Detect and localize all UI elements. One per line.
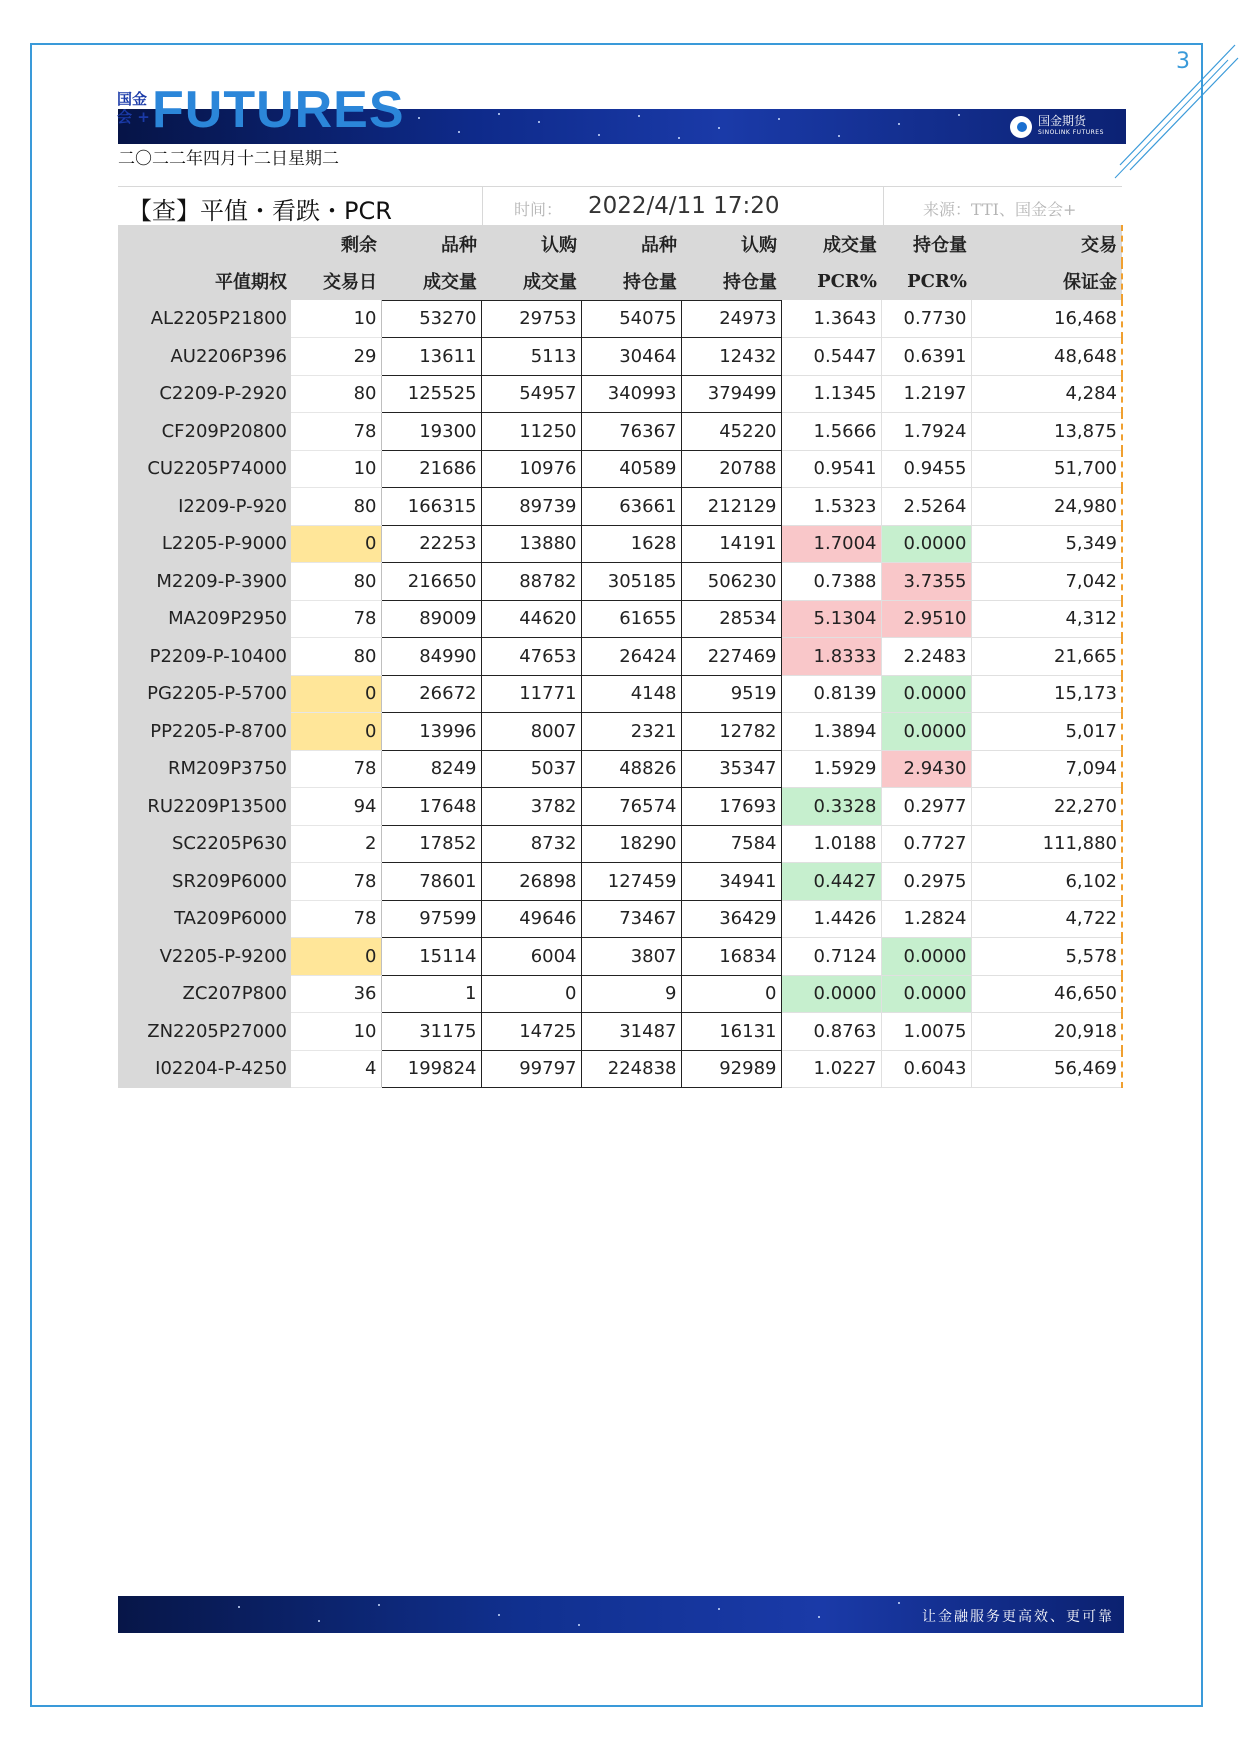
header-bottom-cell: PCR%: [881, 263, 971, 301]
oi-pcr-cell: 0.9455: [881, 450, 971, 488]
remaining-days-cell: 0: [291, 675, 381, 713]
header-bottom-cell: PCR%: [781, 263, 881, 301]
volume-cell: 97599: [381, 900, 481, 938]
remaining-days-cell: 80: [291, 488, 381, 526]
option-name-cell: RM209P3750: [118, 750, 291, 788]
call-volume-cell: 3782: [481, 788, 581, 826]
remaining-days-cell: 29: [291, 338, 381, 376]
brand-logo: [1010, 113, 1104, 141]
margin-cell: 15,173: [971, 675, 1122, 713]
call-open-interest-cell: 379499: [681, 375, 781, 413]
volume-cell: 1: [381, 975, 481, 1013]
volume-cell: 8249: [381, 750, 481, 788]
oi-pcr-cell: 3.7355: [881, 563, 971, 601]
remaining-days-cell: 78: [291, 863, 381, 901]
oi-pcr-cell: 2.9430: [881, 750, 971, 788]
margin-cell: 51,700: [971, 450, 1122, 488]
call-open-interest-cell: 36429: [681, 900, 781, 938]
open-interest-cell: 61655: [581, 600, 681, 638]
remaining-days-cell: 80: [291, 638, 381, 676]
option-name-cell: ZC207P800: [118, 975, 291, 1013]
header-bottom-cell: 平值期权: [118, 263, 291, 301]
option-name-cell: AU2206P396: [118, 338, 291, 376]
call-open-interest-cell: 34941: [681, 863, 781, 901]
call-open-interest-cell: 28534: [681, 600, 781, 638]
margin-cell: 6,102: [971, 863, 1122, 901]
report-date: 二〇二二年四月十二日星期二: [118, 149, 339, 169]
call-open-interest-cell: 35347: [681, 750, 781, 788]
margin-cell: 46,650: [971, 975, 1122, 1013]
remaining-days-cell: 0: [291, 525, 381, 563]
call-volume-cell: 5037: [481, 750, 581, 788]
margin-cell: 13,875: [971, 413, 1122, 451]
volume-cell: 199824: [381, 1050, 481, 1088]
table-title-row: [118, 186, 1122, 225]
open-interest-cell: 4148: [581, 675, 681, 713]
table-row: [118, 975, 1122, 1013]
brand-mark-icon: [1010, 116, 1032, 138]
page-number: 3: [1176, 49, 1190, 74]
header-bottom-cell: 持仓量: [681, 263, 781, 301]
brand-en: SINOLINK FUTURES: [1038, 129, 1104, 136]
volume-cell: 216650: [381, 563, 481, 601]
table-title: 【查】平值・看跌・PCR: [128, 197, 392, 225]
footer-slogan: 让金融服务更高效、更可靠: [922, 1609, 1114, 1625]
call-volume-cell: 13880: [481, 525, 581, 563]
option-name-cell: SC2205P630: [118, 825, 291, 863]
oi-pcr-cell: 1.0075: [881, 1013, 971, 1051]
margin-cell: 4,722: [971, 900, 1122, 938]
call-volume-cell: 8732: [481, 825, 581, 863]
table-row: [118, 788, 1122, 826]
oi-pcr-cell: 0.0000: [881, 713, 971, 751]
table-row: [118, 413, 1122, 451]
call-volume-cell: 89739: [481, 488, 581, 526]
margin-cell: 7,094: [971, 750, 1122, 788]
option-name-cell: I2209-P-920: [118, 488, 291, 526]
open-interest-cell: 127459: [581, 863, 681, 901]
volume-cell: 17648: [381, 788, 481, 826]
oi-pcr-cell: 0.0000: [881, 525, 971, 563]
call-volume-cell: 44620: [481, 600, 581, 638]
volume-pcr-cell: 1.5929: [781, 750, 881, 788]
call-open-interest-cell: 45220: [681, 413, 781, 451]
table-row: [118, 450, 1122, 488]
remaining-days-cell: 78: [291, 600, 381, 638]
remaining-days-cell: 0: [291, 713, 381, 751]
open-interest-cell: 26424: [581, 638, 681, 676]
call-open-interest-cell: 14191: [681, 525, 781, 563]
margin-cell: 5,349: [971, 525, 1122, 563]
margin-cell: 16,468: [971, 300, 1122, 338]
option-name-cell: PG2205-P-5700: [118, 675, 291, 713]
call-volume-cell: 29753: [481, 300, 581, 338]
option-name-cell: SR209P6000: [118, 863, 291, 901]
oi-pcr-cell: 2.2483: [881, 638, 971, 676]
header-top-cell: 持仓量: [881, 225, 971, 263]
remaining-days-cell: 10: [291, 300, 381, 338]
volume-pcr-cell: 1.5666: [781, 413, 881, 451]
table-header-row-bottom: [118, 263, 1122, 301]
volume-cell: 125525: [381, 375, 481, 413]
open-interest-cell: 76574: [581, 788, 681, 826]
remaining-days-cell: 78: [291, 750, 381, 788]
margin-cell: 24,980: [971, 488, 1122, 526]
open-interest-cell: 18290: [581, 825, 681, 863]
call-open-interest-cell: 12782: [681, 713, 781, 751]
volume-cell: 31175: [381, 1013, 481, 1051]
volume-cell: 13996: [381, 713, 481, 751]
open-interest-cell: 2321: [581, 713, 681, 751]
remaining-days-cell: 80: [291, 375, 381, 413]
open-interest-cell: 73467: [581, 900, 681, 938]
option-name-cell: TA209P6000: [118, 900, 291, 938]
call-volume-cell: 49646: [481, 900, 581, 938]
call-volume-cell: 47653: [481, 638, 581, 676]
volume-pcr-cell: 1.8333: [781, 638, 881, 676]
volume-pcr-cell: 0.7124: [781, 938, 881, 976]
table-row: [118, 750, 1122, 788]
header-bottom-cell: 持仓量: [581, 263, 681, 301]
open-interest-cell: 48826: [581, 750, 681, 788]
call-volume-cell: 5113: [481, 338, 581, 376]
call-open-interest-cell: 12432: [681, 338, 781, 376]
option-name-cell: CF209P20800: [118, 413, 291, 451]
time-label: 时间：: [514, 200, 563, 219]
volume-pcr-cell: 1.4426: [781, 900, 881, 938]
volume-pcr-cell: 0.8139: [781, 675, 881, 713]
header-top-cell: 交易: [971, 225, 1122, 263]
margin-cell: 5,017: [971, 713, 1122, 751]
open-interest-cell: 30464: [581, 338, 681, 376]
call-volume-cell: 6004: [481, 938, 581, 976]
volume-pcr-cell: 1.1345: [781, 375, 881, 413]
oi-pcr-cell: 2.5264: [881, 488, 971, 526]
option-name-cell: V2205-P-9200: [118, 938, 291, 976]
header-bottom-cell: 成交量: [481, 263, 581, 301]
oi-pcr-cell: 0.0000: [881, 938, 971, 976]
volume-cell: 19300: [381, 413, 481, 451]
table-row: [118, 488, 1122, 526]
volume-pcr-cell: 0.9541: [781, 450, 881, 488]
remaining-days-cell: 0: [291, 938, 381, 976]
volume-pcr-cell: 1.5323: [781, 488, 881, 526]
volume-cell: 17852: [381, 825, 481, 863]
call-volume-cell: 11771: [481, 675, 581, 713]
table-row: [118, 1050, 1122, 1088]
open-interest-cell: 31487: [581, 1013, 681, 1051]
volume-pcr-cell: 5.1304: [781, 600, 881, 638]
remaining-days-cell: 10: [291, 1013, 381, 1051]
call-open-interest-cell: 24973: [681, 300, 781, 338]
volume-pcr-cell: 0.7388: [781, 563, 881, 601]
logo-futures: FUTURES: [152, 81, 405, 139]
call-volume-cell: 26898: [481, 863, 581, 901]
option-name-cell: ZN2205P27000: [118, 1013, 291, 1051]
option-name-cell: CU2205P74000: [118, 450, 291, 488]
call-open-interest-cell: 212129: [681, 488, 781, 526]
call-open-interest-cell: 0: [681, 975, 781, 1013]
logo-cn-line2: 会 +: [117, 108, 150, 126]
option-name-cell: C2209-P-2920: [118, 375, 291, 413]
volume-cell: 21686: [381, 450, 481, 488]
margin-cell: 21,665: [971, 638, 1122, 676]
call-volume-cell: 0: [481, 975, 581, 1013]
table-header-row-top: [118, 225, 1122, 263]
option-name-cell: AL2205P21800: [118, 300, 291, 338]
volume-cell: 84990: [381, 638, 481, 676]
option-name-cell: M2209-P-3900: [118, 563, 291, 601]
header-top-cell: 品种: [581, 225, 681, 263]
oi-pcr-cell: 0.7730: [881, 300, 971, 338]
open-interest-cell: 63661: [581, 488, 681, 526]
pcr-table: [118, 225, 1123, 1088]
volume-cell: 78601: [381, 863, 481, 901]
oi-pcr-cell: 1.7924: [881, 413, 971, 451]
open-interest-cell: 54075: [581, 300, 681, 338]
remaining-days-cell: 10: [291, 450, 381, 488]
open-interest-cell: 9: [581, 975, 681, 1013]
table-row: [118, 600, 1122, 638]
table-row: [118, 300, 1122, 338]
logo-cn-line1: 国金: [117, 90, 148, 108]
volume-pcr-cell: 1.0188: [781, 825, 881, 863]
remaining-days-cell: 78: [291, 900, 381, 938]
call-open-interest-cell: 17693: [681, 788, 781, 826]
oi-pcr-cell: 0.0000: [881, 975, 971, 1013]
oi-pcr-cell: 1.2824: [881, 900, 971, 938]
table-row: [118, 525, 1122, 563]
remaining-days-cell: 80: [291, 563, 381, 601]
open-interest-cell: 224838: [581, 1050, 681, 1088]
footer-banner: [118, 1596, 1124, 1633]
call-volume-cell: 8007: [481, 713, 581, 751]
table-row: [118, 638, 1122, 676]
margin-cell: 20,918: [971, 1013, 1122, 1051]
call-open-interest-cell: 506230: [681, 563, 781, 601]
option-name-cell: PP2205-P-8700: [118, 713, 291, 751]
open-interest-cell: 340993: [581, 375, 681, 413]
volume-pcr-cell: 1.3643: [781, 300, 881, 338]
call-volume-cell: 10976: [481, 450, 581, 488]
oi-pcr-cell: 0.0000: [881, 675, 971, 713]
remaining-days-cell: 4: [291, 1050, 381, 1088]
call-volume-cell: 99797: [481, 1050, 581, 1088]
open-interest-cell: 305185: [581, 563, 681, 601]
open-interest-cell: 3807: [581, 938, 681, 976]
time-value: 2022/4/11 17:20: [588, 193, 780, 219]
header-top-cell: 成交量: [781, 225, 881, 263]
call-open-interest-cell: 227469: [681, 638, 781, 676]
brand-cn: 国金期货: [1038, 114, 1087, 128]
table-row: [118, 675, 1122, 713]
volume-cell: 13611: [381, 338, 481, 376]
margin-cell: 7,042: [971, 563, 1122, 601]
call-open-interest-cell: 7584: [681, 825, 781, 863]
margin-cell: 56,469: [971, 1050, 1122, 1088]
call-open-interest-cell: 9519: [681, 675, 781, 713]
header-top-cell: 认购: [481, 225, 581, 263]
table-row: [118, 713, 1122, 751]
oi-pcr-cell: 0.2975: [881, 863, 971, 901]
call-open-interest-cell: 16834: [681, 938, 781, 976]
margin-cell: 111,880: [971, 825, 1122, 863]
margin-cell: 5,578: [971, 938, 1122, 976]
volume-cell: 89009: [381, 600, 481, 638]
call-volume-cell: 54957: [481, 375, 581, 413]
volume-pcr-cell: 0.3328: [781, 788, 881, 826]
table-row: [118, 338, 1122, 376]
header-bottom-cell: 保证金: [971, 263, 1122, 301]
volume-pcr-cell: 0.0000: [781, 975, 881, 1013]
table-row: [118, 863, 1122, 901]
volume-cell: 15114: [381, 938, 481, 976]
volume-pcr-cell: 1.7004: [781, 525, 881, 563]
volume-pcr-cell: 1.0227: [781, 1050, 881, 1088]
table-row: [118, 938, 1122, 976]
oi-pcr-cell: 0.6391: [881, 338, 971, 376]
option-name-cell: P2209-P-10400: [118, 638, 291, 676]
margin-cell: 4,284: [971, 375, 1122, 413]
header-top-cell: 认购: [681, 225, 781, 263]
oi-pcr-cell: 0.2977: [881, 788, 971, 826]
call-open-interest-cell: 16131: [681, 1013, 781, 1051]
header-bottom-cell: 成交量: [381, 263, 481, 301]
margin-cell: 48,648: [971, 338, 1122, 376]
volume-pcr-cell: 0.4427: [781, 863, 881, 901]
table-row: [118, 825, 1122, 863]
margin-cell: 22,270: [971, 788, 1122, 826]
option-name-cell: RU2209P13500: [118, 788, 291, 826]
oi-pcr-cell: 1.2197: [881, 375, 971, 413]
oi-pcr-cell: 0.6043: [881, 1050, 971, 1088]
source-label: 来源：TTI、国金会+: [923, 200, 1077, 219]
margin-cell: 4,312: [971, 600, 1122, 638]
option-name-cell: I02204-P-4250: [118, 1050, 291, 1088]
table-row: [118, 1013, 1122, 1051]
remaining-days-cell: 36: [291, 975, 381, 1013]
volume-cell: 26672: [381, 675, 481, 713]
volume-pcr-cell: 0.8763: [781, 1013, 881, 1051]
open-interest-cell: 76367: [581, 413, 681, 451]
call-volume-cell: 11250: [481, 413, 581, 451]
remaining-days-cell: 2: [291, 825, 381, 863]
oi-pcr-cell: 2.9510: [881, 600, 971, 638]
call-open-interest-cell: 20788: [681, 450, 781, 488]
option-name-cell: L2205-P-9000: [118, 525, 291, 563]
corner-decoration: [1110, 40, 1241, 180]
open-interest-cell: 40589: [581, 450, 681, 488]
volume-cell: 166315: [381, 488, 481, 526]
table-row: [118, 900, 1122, 938]
oi-pcr-cell: 0.7727: [881, 825, 971, 863]
volume-pcr-cell: 1.3894: [781, 713, 881, 751]
volume-pcr-cell: 0.5447: [781, 338, 881, 376]
call-volume-cell: 88782: [481, 563, 581, 601]
pcr-table-container: [118, 186, 1122, 1088]
remaining-days-cell: 94: [291, 788, 381, 826]
volume-cell: 53270: [381, 300, 481, 338]
call-volume-cell: 14725: [481, 1013, 581, 1051]
header-top-cell: 品种: [381, 225, 481, 263]
header-bottom-cell: 交易日: [291, 263, 381, 301]
open-interest-cell: 1628: [581, 525, 681, 563]
volume-cell: 22253: [381, 525, 481, 563]
call-open-interest-cell: 92989: [681, 1050, 781, 1088]
header-top-cell: 剩余: [291, 225, 381, 263]
remaining-days-cell: 78: [291, 413, 381, 451]
logo-cn: [117, 90, 151, 126]
table-row: [118, 563, 1122, 601]
header-top-cell: [118, 225, 291, 263]
option-name-cell: MA209P2950: [118, 600, 291, 638]
table-row: [118, 375, 1122, 413]
